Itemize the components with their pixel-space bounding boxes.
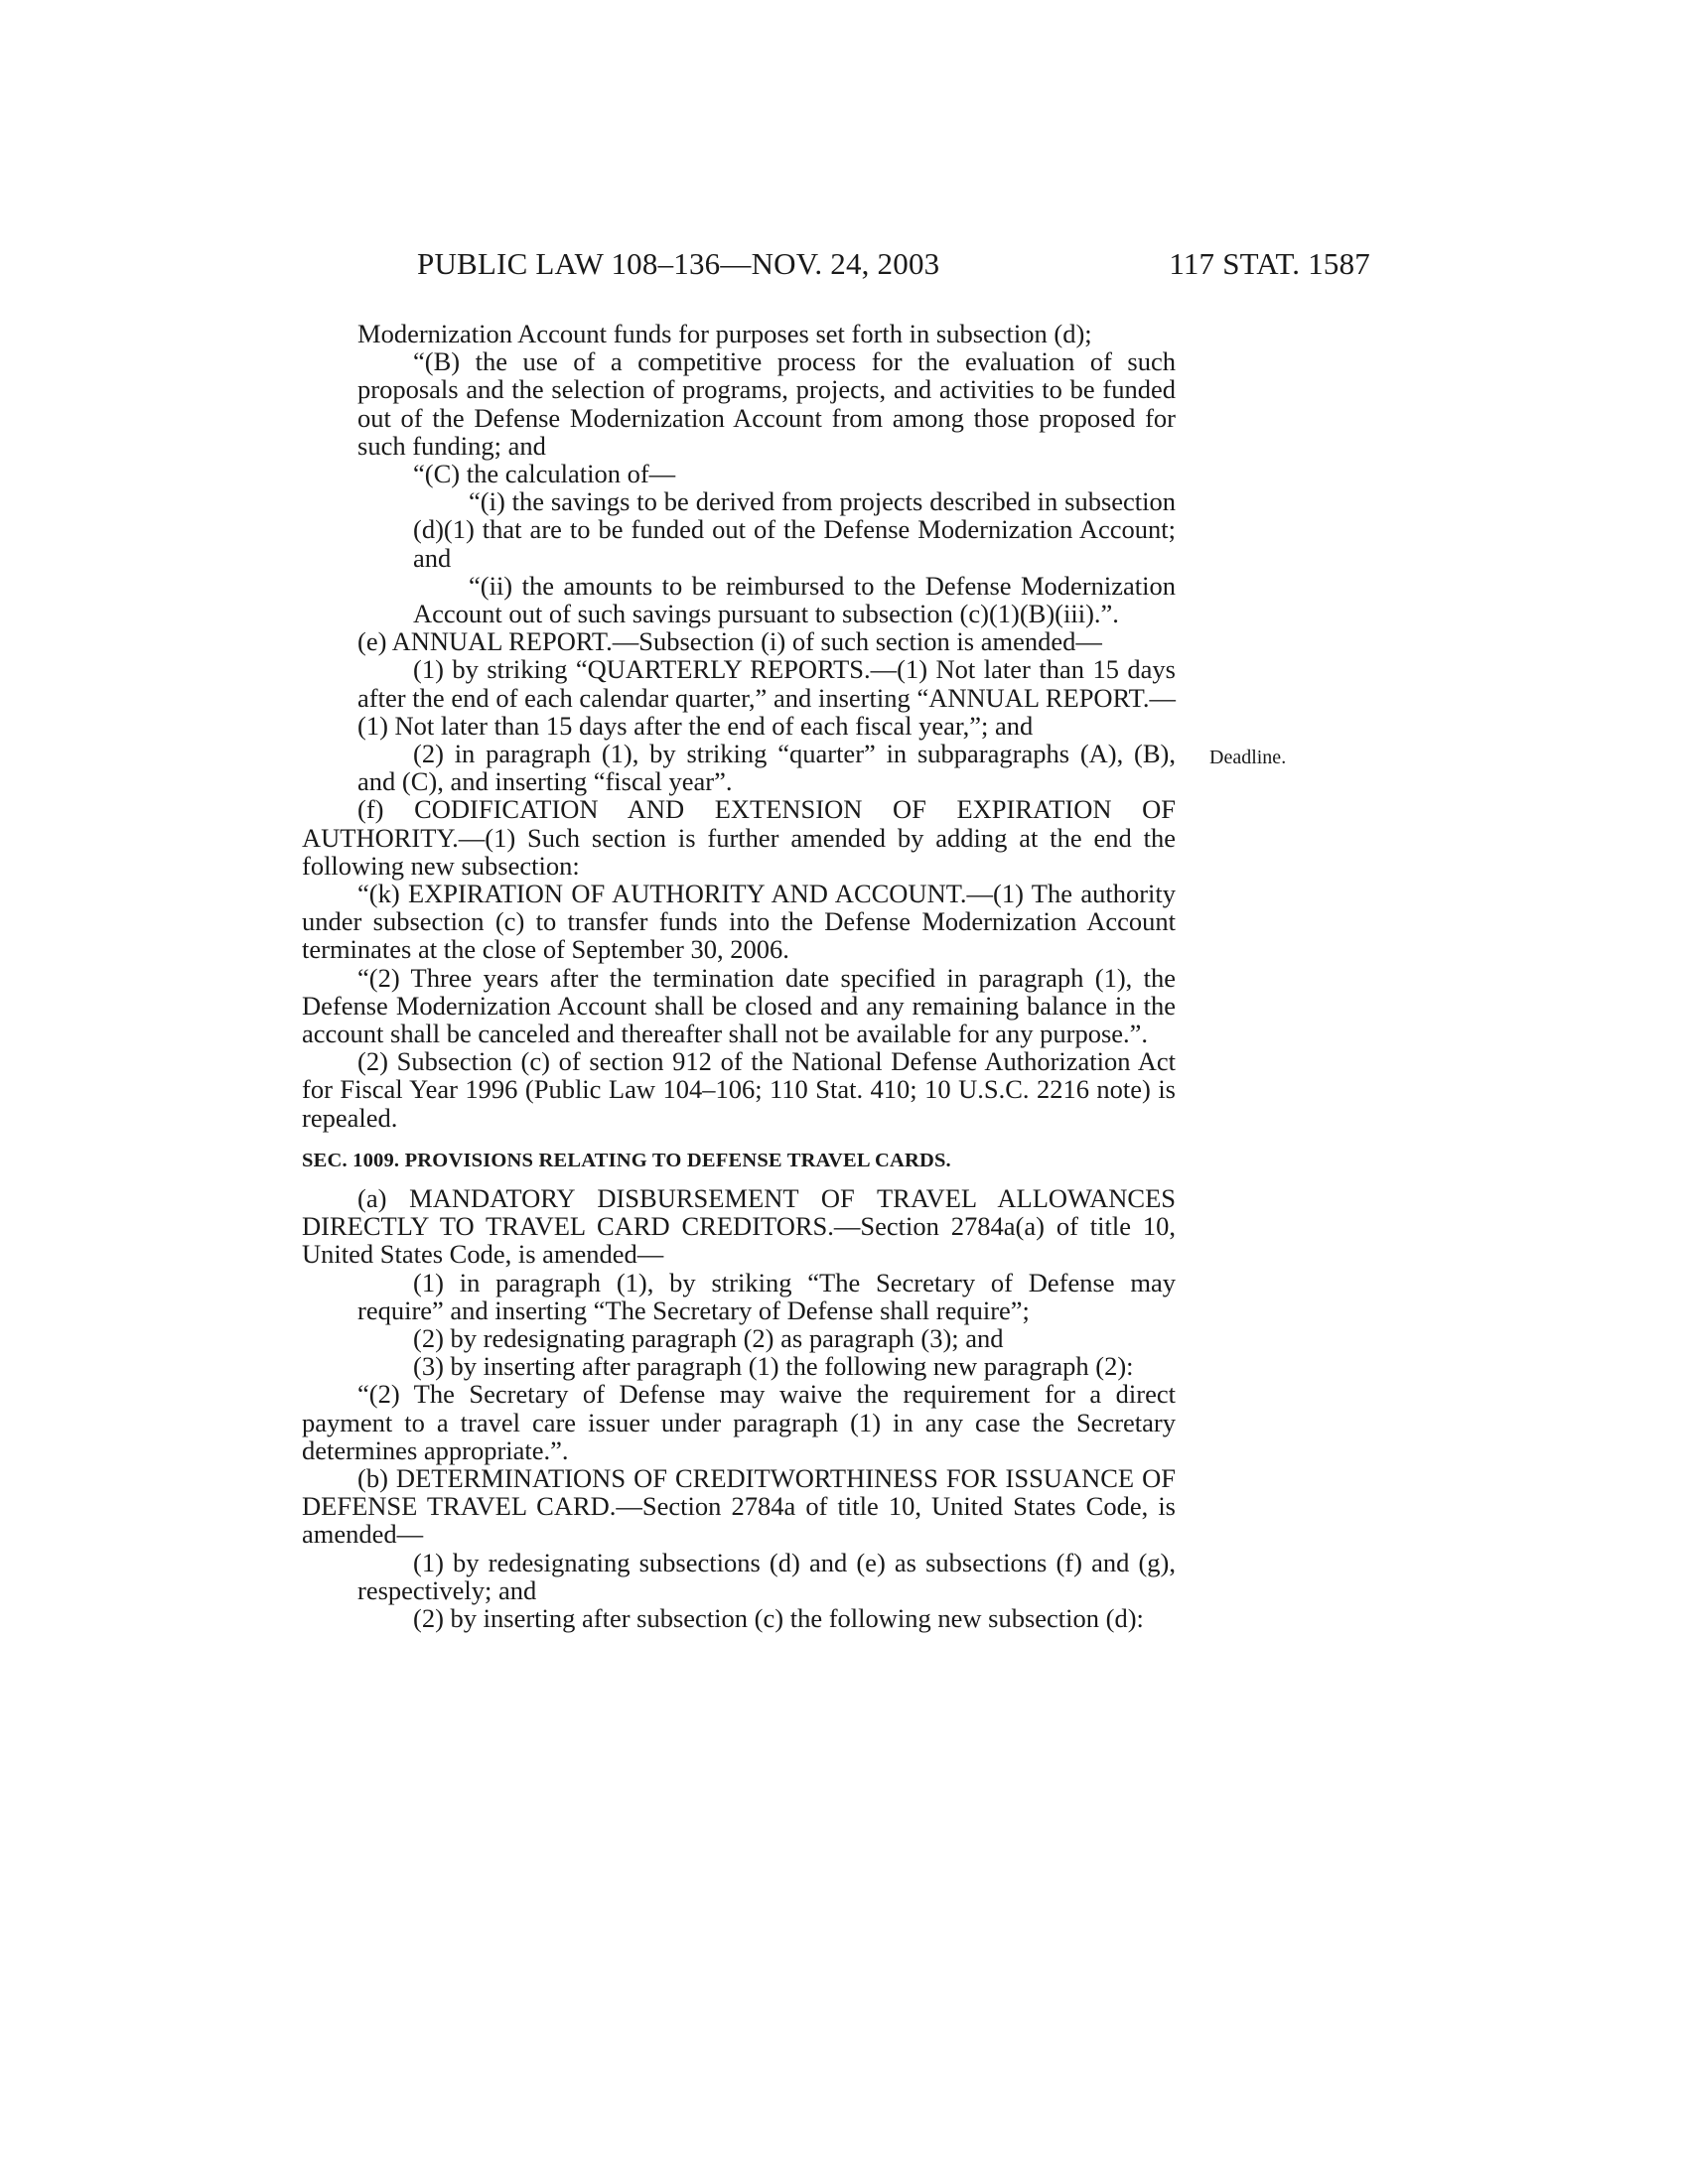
document-body [302,320,1176,1632]
paragraph: (1) by redesignating subsections (d) and (e) as subsections (f) and (g), respectively; and [357,1547,1176,1605]
section-heading: SEC. 1009. PROVISIONS RELATING TO DEFENSE TRAVEL CARDS. [302,1149,951,1171]
paragraph: “(i) the savings to be derived from projects described in subsection (d)(1) that are to be funded out of the Defense Modernization Account; and [413,486,1176,573]
paragraph: “(k) EXPIRATION OF AUTHORITY AND ACCOUNT.—(1) The authority under subsection (c) to transfer funds into the Defense Modernization Account terminates at the close of September 30, 2006. [302,879,1176,965]
paragraph: “(2) The Secretary of Defense may waive the requirement for a direct payment to a travel care issuer under paragraph (1) in any case the Secretary determines appropriate.”. [302,1379,1176,1465]
paragraph: (e) ANNUAL REPORT.—Subsection (i) of such section is amended— [357,626,1102,657]
running-title: PUBLIC LAW 108–136—NOV. 24, 2003 [417,246,940,281]
paragraph: (2) by inserting after subsection (c) the following new subsection (d): [413,1602,1144,1633]
paragraph: “(C) the calculation of— [413,459,676,489]
margin-note: Deadline. [1209,747,1287,768]
paragraph: Modernization Account funds for purposes set forth in subsection (d); [357,319,1092,348]
paragraph: (1) in paragraph (1), by striking “The Secretary of Defense may require” and inserting “The Secretary of Defense shall require”; [357,1267,1176,1325]
paragraph: (2) in paragraph (1), by striking “quarter” in subparagraphs (A), (B), and (C), and inserting “fiscal year”. [357,739,1176,797]
paragraph: (a) MANDATORY DISBURSEMENT OF TRAVEL ALLOWANCES DIRECTLY TO TRAVEL CARD CREDITORS.—Section 2784a(a) of title 10, United States Code, is amended— [302,1182,1176,1270]
paragraph: “(ii) the amounts to be reimbursed to the Defense Modernization Account out of such savings pursuant to subsection (c)(1)(B)(iii).”. [413,570,1176,629]
paragraph: (f) CODIFICATION AND EXTENSION OF EXPIRATION OF AUTHORITY.—(1) Such section is further amended by adding at the end the following new subsection: [302,794,1176,881]
paragraph: (2) Subsection (c) of section 912 of the National Defense Authorization Act for Fiscal Year 1996 (Public Law 104–106; 110 Stat. 410; 10 U.S.C. 2216 note) is repealed. [302,1046,1176,1133]
paragraph: (1) by striking “QUARTERLY REPORTS.—(1) Not later than 15 days after the end of each calendar quarter,” and inserting “ANNUAL REPORT.—(1) Not later than 15 days after the end of each fiscal year,”; and [357,654,1176,741]
paragraph: (2) by redesignating paragraph (2) as paragraph (3); and [413,1322,1004,1353]
page-number: 117 STAT. 1587 [1169,246,1370,281]
paragraph: (b) DETERMINATIONS OF CREDITWORTHINESS FOR ISSUANCE OF DEFENSE TRAVEL CARD.—Section 2784a of title 10, United States Code, is amended— [302,1462,1176,1550]
paragraph: “(B) the use of a competitive process for the evaluation of such proposals and the selection of programs, projects, and activities to be funded out of the Defense Modernization Account from among those proposed for such funding; and [357,346,1176,461]
paragraph: “(2) Three years after the termination date specified in paragraph (1), the Defense Modernization Account shall be closed and any remaining balance in the account shall be canceled and thereafter shall not be available for any purpose.”. [302,962,1176,1049]
page-header [417,246,1370,286]
paragraph: (3) by inserting after paragraph (1) the following new paragraph (2): [413,1351,1134,1382]
